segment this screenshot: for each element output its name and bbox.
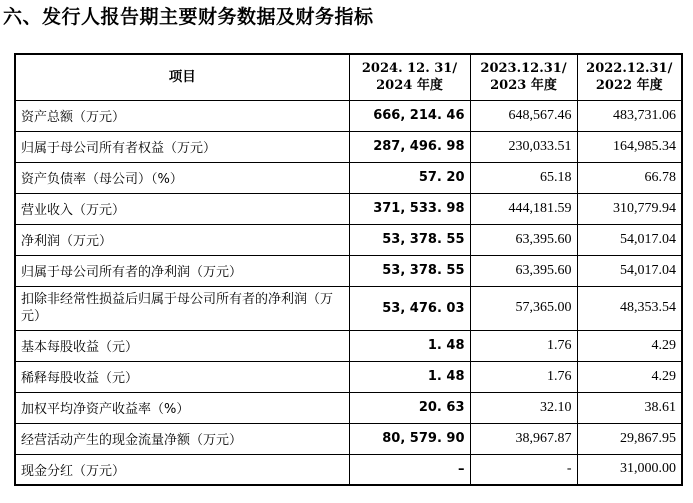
value-2023: 57,365.00 <box>470 286 577 330</box>
table-row <box>15 330 682 361</box>
value-2022: 31,000.00 <box>577 454 682 485</box>
header-2024 <box>349 54 470 100</box>
row-label: 基本每股收益（元） <box>15 330 349 361</box>
value-2023: 648,567.46 <box>470 100 577 131</box>
table-row <box>15 255 682 286</box>
header-2023 <box>470 54 577 100</box>
section-heading: 六、发行人报告期主要财务数据及财务指标 <box>3 6 374 28</box>
value-2022: 38.61 <box>577 392 682 423</box>
row-label: 加权平均净资产收益率（%） <box>15 392 349 423</box>
table-row <box>15 454 682 485</box>
value-2022: 310,779.94 <box>577 193 682 224</box>
value-2022: 54,017.04 <box>577 224 682 255</box>
value-2022: 4.29 <box>577 361 682 392</box>
value-2023: 65.18 <box>470 162 577 193</box>
table-row <box>15 162 682 193</box>
value-2022: 48,353.54 <box>577 286 682 330</box>
value-2022: 54,017.04 <box>577 255 682 286</box>
value-2024: 1. 48 <box>349 330 470 361</box>
value-2024: 1. 48 <box>349 361 470 392</box>
value-2023: 444,181.59 <box>470 193 577 224</box>
value-2024: 666, 214. 46 <box>349 100 470 131</box>
row-label: 资产总额（万元） <box>15 100 349 131</box>
header-2022 <box>577 54 682 100</box>
value-2023: 230,033.51 <box>470 131 577 162</box>
header-item: 项目 <box>15 54 349 100</box>
header-2022-line1: 2022.12.31/ <box>586 61 673 77</box>
value-2022: 164,985.34 <box>577 131 682 162</box>
financial-data-table <box>14 53 683 486</box>
table-row <box>15 100 682 131</box>
table-row <box>15 392 682 423</box>
value-2023: 1.76 <box>470 361 577 392</box>
value-2024: 20. 63 <box>349 392 470 423</box>
value-2024: 53, 378. 55 <box>349 224 470 255</box>
value-2022: 4.29 <box>577 330 682 361</box>
value-2024: 287, 496. 98 <box>349 131 470 162</box>
row-label: 营业收入（万元） <box>15 193 349 224</box>
row-label: 稀释每股收益（元） <box>15 361 349 392</box>
value-2024: 53, 476. 03 <box>349 286 470 330</box>
table-row <box>15 286 682 330</box>
row-label: 经营活动产生的现金流量净额（万元） <box>15 423 349 454</box>
table-row <box>15 361 682 392</box>
header-2024-line1: 2024. 12. 31/ <box>361 61 458 77</box>
table-row <box>15 224 682 255</box>
row-label: 净利润（万元） <box>15 224 349 255</box>
value-2024: 53, 378. 55 <box>349 255 470 286</box>
row-label: 资产负债率（母公司）（%） <box>15 162 349 193</box>
header-2022-line2: 2022 年度 <box>595 78 663 94</box>
row-label: 扣除非经常性损益后归属于母公司所有者的净利润（万元） <box>15 286 349 330</box>
header-2023-line2: 2023 年度 <box>490 78 557 94</box>
row-label: 归属于母公司所有者的净利润（万元） <box>15 255 349 286</box>
value-2024: – <box>349 454 470 485</box>
value-2022: 29,867.95 <box>577 423 682 454</box>
table-row <box>15 423 682 454</box>
value-2023: - <box>470 454 577 485</box>
value-2022: 483,731.06 <box>577 100 682 131</box>
value-2022: 66.78 <box>577 162 682 193</box>
value-2024: 371, 533. 98 <box>349 193 470 224</box>
value-2023: 1.76 <box>470 330 577 361</box>
value-2023: 38,967.87 <box>470 423 577 454</box>
value-2024: 80, 579. 90 <box>349 423 470 454</box>
value-2024: 57. 20 <box>349 162 470 193</box>
table-row <box>15 193 682 224</box>
value-2023: 63,395.60 <box>470 255 577 286</box>
value-2023: 63,395.60 <box>470 224 577 255</box>
value-2023: 32.10 <box>470 392 577 423</box>
header-2024-line2: 2024 年度 <box>376 78 443 94</box>
table-header-row <box>15 54 682 100</box>
row-label: 归属于母公司所有者权益（万元） <box>15 131 349 162</box>
header-2023-line1: 2023.12.31/ <box>480 61 567 77</box>
row-label: 现金分红（万元） <box>15 454 349 485</box>
table-row <box>15 131 682 162</box>
